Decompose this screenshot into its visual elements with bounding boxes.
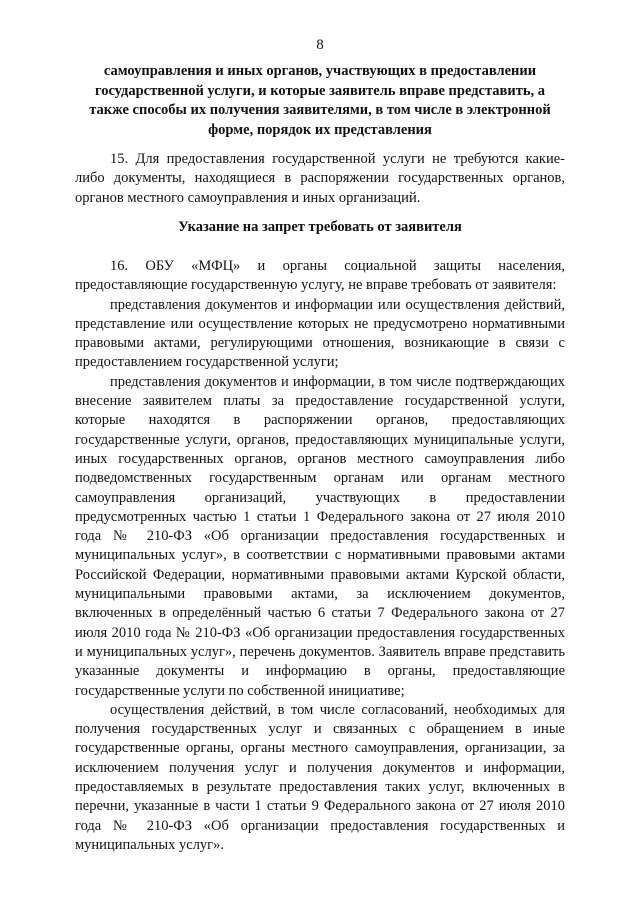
heading-prohibition: Указание на запрет требовать от заявителя bbox=[178, 219, 462, 235]
list-item-2: представления документов и информации, в том числе подтверждающих внесение заявителем платы за предоставление государственной услуги, которые находятся в распоряжении органов, предоставляющих государственные услуги, органов, предоставляющих муниципальные услуги, иных государственных органов, органов местного самоуправления либо подведомственных государственным органам или органам местного самоуправления организаций, участвующих в предоставлении предусмотренных частью 1 статьи 1 Федерального закона от 27 июля 2010 года № 210-ФЗ «Об организации предоставления государственных и муниципальных услуг», в соответствии с нормативными правовыми актами Российской Федерации, нормативными правовыми актами Курской области, муниципальными правовыми актами, за исключением документов, включенных в определённый частью 6 статьи 7 Федерального закона от 27 июля 2010 года № 210-ФЗ «Об организации предоставления государственных и муниципальных услуг», перечень документов. Заявитель вправе представить указанные документы и информацию в органы, предоставляющие государственные услуги по собственной инициативе; bbox=[75, 373, 565, 699]
paragraph-15-block bbox=[75, 150, 565, 208]
section-title: самоуправления и иных органов, участвующих в предоставлении государственной услуги, и которые заявитель вправе представить, а также способы их получения заявителями, в том числе в электронной форме, порядок их представления bbox=[89, 63, 551, 138]
paragraph-16-intro: 16. ОБУ «МФЦ» и органы социальной защиты населения, предоставляющие государственную услугу, не вправе требовать от заявителя: bbox=[75, 258, 565, 294]
list-item-1: представления документов и информации или осуществления действий, представление или осуществление которых не предусмотрено нормативными правовыми актами, регулирующими отношения, возникающие в связи с предоставлением государственной услуги; bbox=[75, 296, 565, 371]
list-item-3: осуществления действий, в том числе согласований, необходимых для получения государственных услуг и связанных с обращением в иные государственные органы, органы местного самоуправления, организации, за исключением получения услуг и получения документов и информации, предоставляемых в результате предоставления таких услуг, включенных в перечни, указанные в части 1 статьи 9 Федерального закона от 27 июля 2010 года № 210-ФЗ «Об организации предоставления государственных и муниципальных услуг». bbox=[75, 701, 565, 853]
paragraph-16-block bbox=[75, 257, 565, 855]
paragraph-15: 15. Для предоставления государственной услуги не требуются какие-либо документы, находящиеся в распоряжении государственных органов, органов местного самоуправления и иных организаций. bbox=[75, 151, 565, 206]
page-number: 8 bbox=[316, 37, 324, 53]
